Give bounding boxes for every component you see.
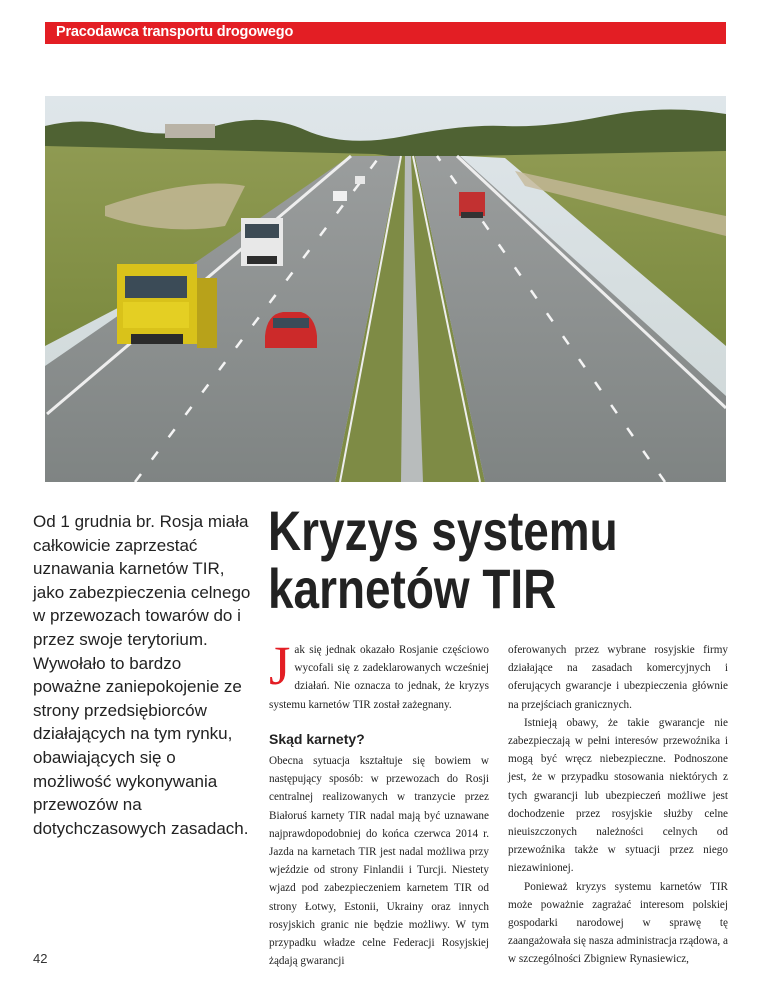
article-paragraph-3: Istnieją obawy, że takie gwarancje nie zabezpieczają w pełni interesów przewoźnika i mogą być wręcz niebezpieczne. Podnoszone jest, że w przypadku stosowania niektórych z tych gwarancji lub ubezpieczeń możliwe jest dochodzenie przez rosyjskie służby celne nieuiszczonych należności celnych od przewoźnika także w sytuacji przez niego niezawinionej.: [508, 716, 728, 875]
article-paragraph-1: Obecna sytuacja kształtuje się bowiem w następujący sposób: w przewozach do Rosji centralnej realizowanych w tranzycie przez Białoruś karnety TIR nadal mają być uznawane najprawdopodobniej do końca czerwca 2014 r. Jazda na karnetach TIR jest nadal możliwa przy wjeździe od strony Finlandii i Turcji. Niestety wjazd pod zabezpieczeniem karnetem TIR od strony Łotwy, Estonii, Ukrainy oraz innych rosyjskich granic nie będzie możliwy. W tym przypadku władze celne Federacji Rosyjskiej żądają gwarancji: [269, 755, 489, 968]
article-intro: [269, 635, 489, 714]
article-column-2: [508, 641, 728, 969]
intro-text: ak się jednak okazało Rosjanie częściowo wycofali się z zadeklarowanych wcześniej działań. Nie oznacza to jednak, że kryzys systemu karnetów TIR został zażegnany.: [269, 644, 489, 711]
article-paragraph-2: oferowanych przez wybrane rosyjskie firmy działające na zasadach komercyjnych i oferujących gwarancje i ubezpieczenia głównie na przejściach granicznych.: [508, 644, 728, 711]
lead-paragraph: Od 1 grudnia br. Rosja miała całkowicie zaprzestać uznawania karnetów TIR, jako zabezpieczenia celnego w przewozach towarów do i przez swoje terytorium. Wywołało to bardzo poważne zaniepokojenie ze strony przedsiębiorców działających na tym rynku, obawiających się o możliwość wykonywania przewozów na dotychczasowych zasadach.: [33, 512, 251, 838]
section-header-bar: [45, 22, 726, 44]
section-subheading: Skąd karnety?: [269, 730, 365, 747]
headline-line-2: karnetów TIR: [268, 557, 557, 620]
page-number: 42: [33, 951, 48, 966]
article-column-1: [269, 635, 489, 970]
drop-cap: J: [269, 635, 291, 696]
section-title: Pracodawca transportu drogowego: [56, 24, 294, 40]
headline-line-1: Kryzys systemu: [268, 499, 618, 562]
article-headline: [268, 499, 637, 620]
highway-photo: [45, 96, 726, 482]
article-paragraph-4: Ponieważ kryzys systemu karnetów TIR może poważnie zagrażać interesom polskiej gospodarki narodowej w sprawę tę zaangażowała się nasza administracja rządowa, a w szczególności Zbigniew Rynasiewicz,: [508, 880, 728, 966]
